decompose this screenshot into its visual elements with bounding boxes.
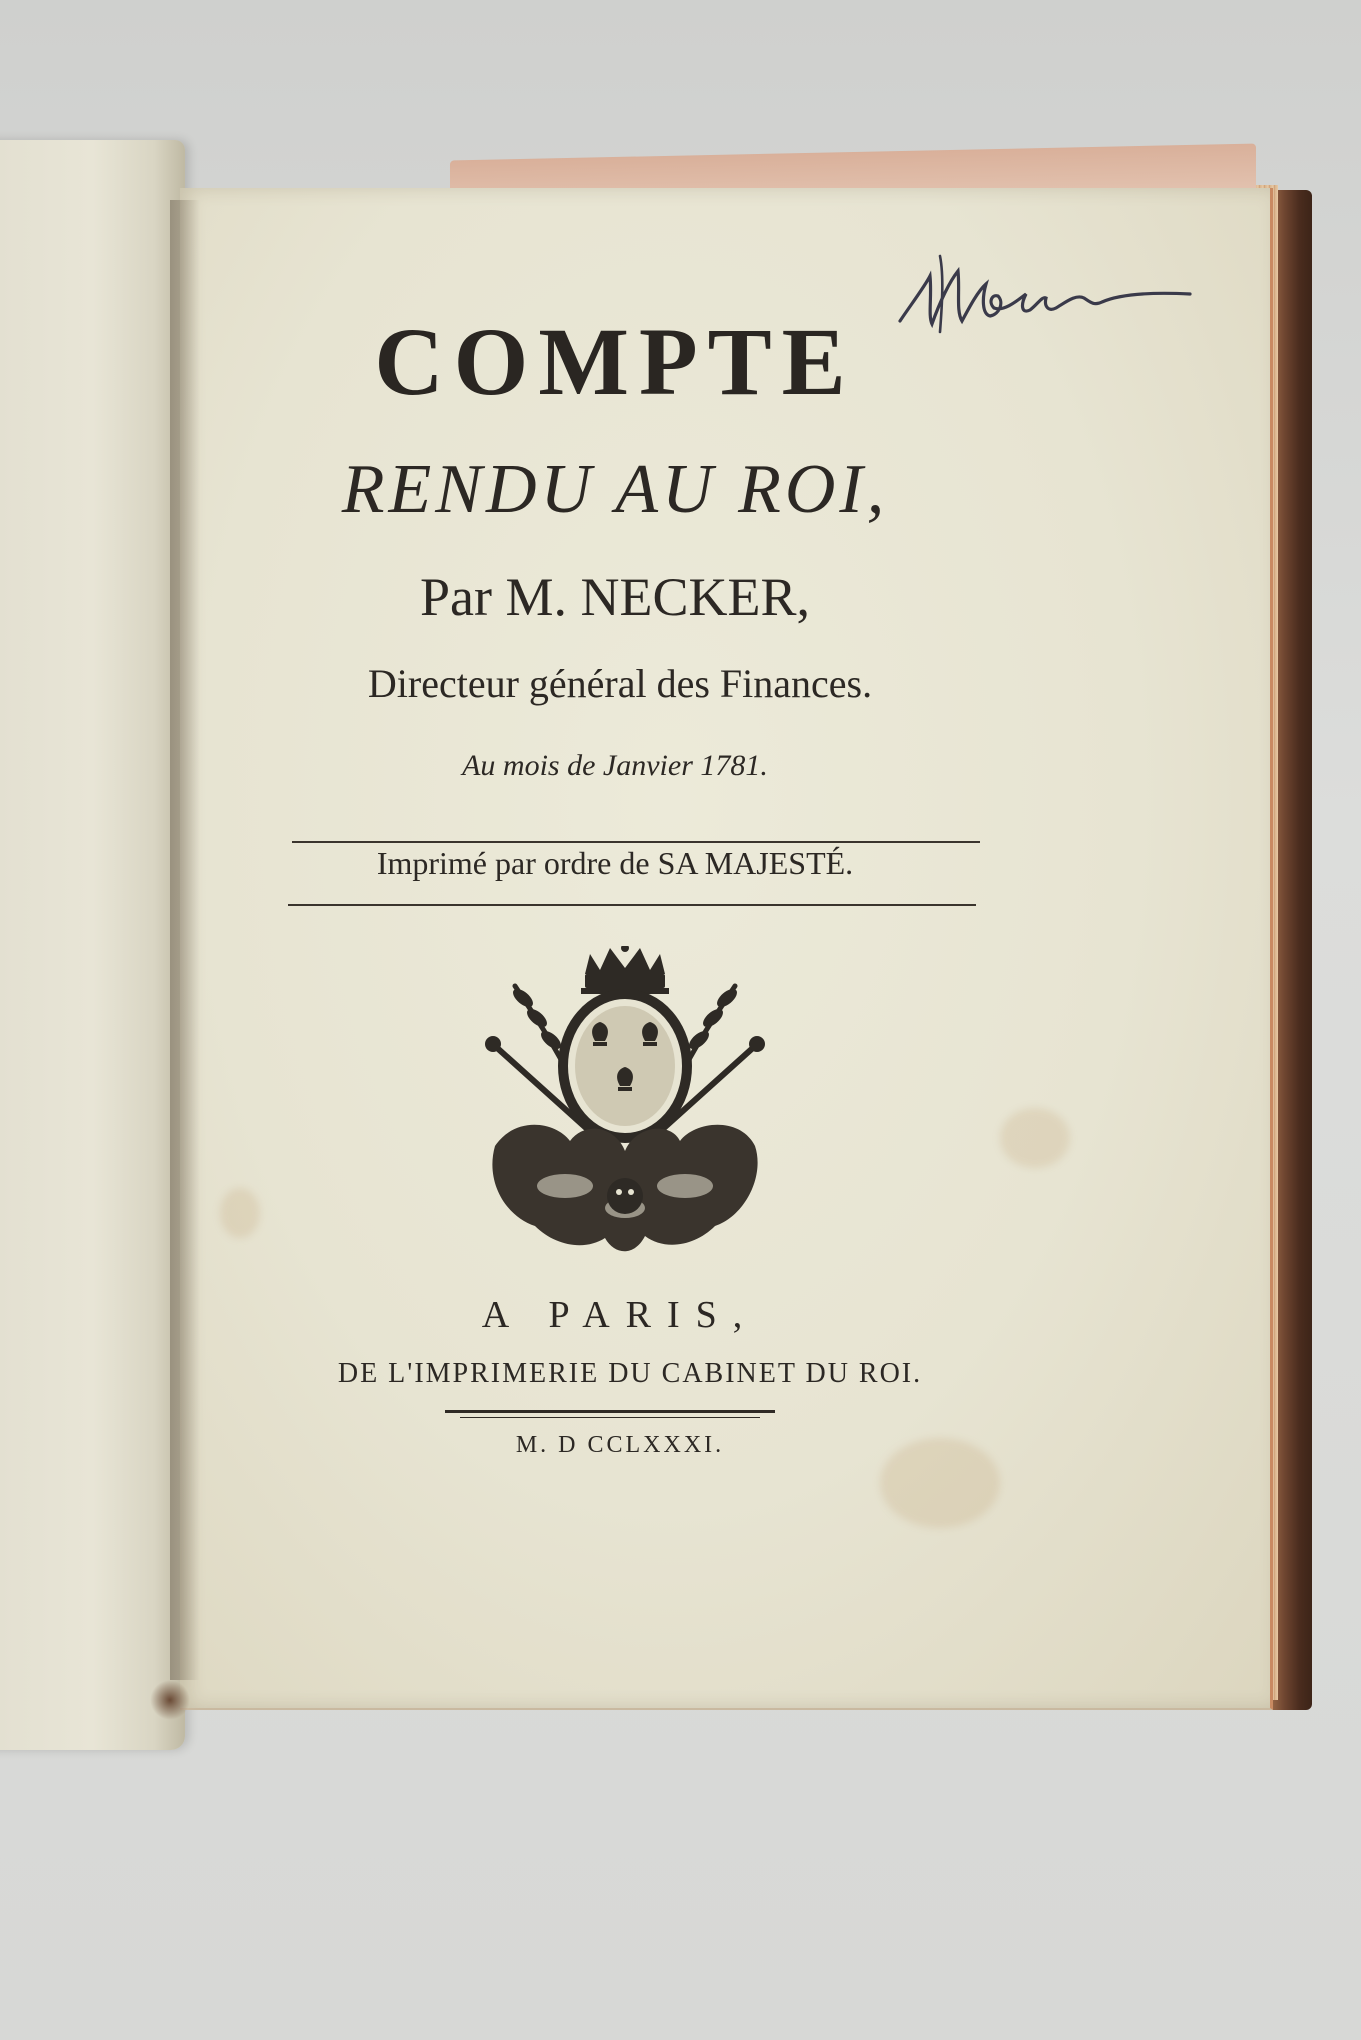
year-rule-thin [460,1417,760,1418]
publication-place: A PARIS, [481,1294,759,1336]
worn-spine-mark [150,1680,190,1720]
publication-year: M. D CCLXXXI. [515,1432,725,1458]
royal-coat-of-arms-icon [475,946,775,1261]
gutter-shadow [170,200,200,1680]
author-role: Directeur général des Finances. [367,661,873,706]
foxing-stain [1000,1108,1070,1168]
date-line: Au mois de Janvier 1781. [462,749,768,782]
top-rule [292,841,980,843]
author-line: Par M. NECKER, [420,567,810,627]
title-page [180,188,1273,1710]
imprint-note: Imprimé par ordre de SA MAJESTÉ. [376,845,854,881]
printer-line: DE L'IMPRIMERIE DU CABINET DU ROI. [337,1358,923,1389]
bottom-rule [288,904,976,906]
book-title: COMPTE [374,308,856,415]
year-rule-top [445,1410,775,1413]
book-subtitle: RENDU AU ROI, [341,451,889,528]
foxing-stain [220,1188,260,1238]
